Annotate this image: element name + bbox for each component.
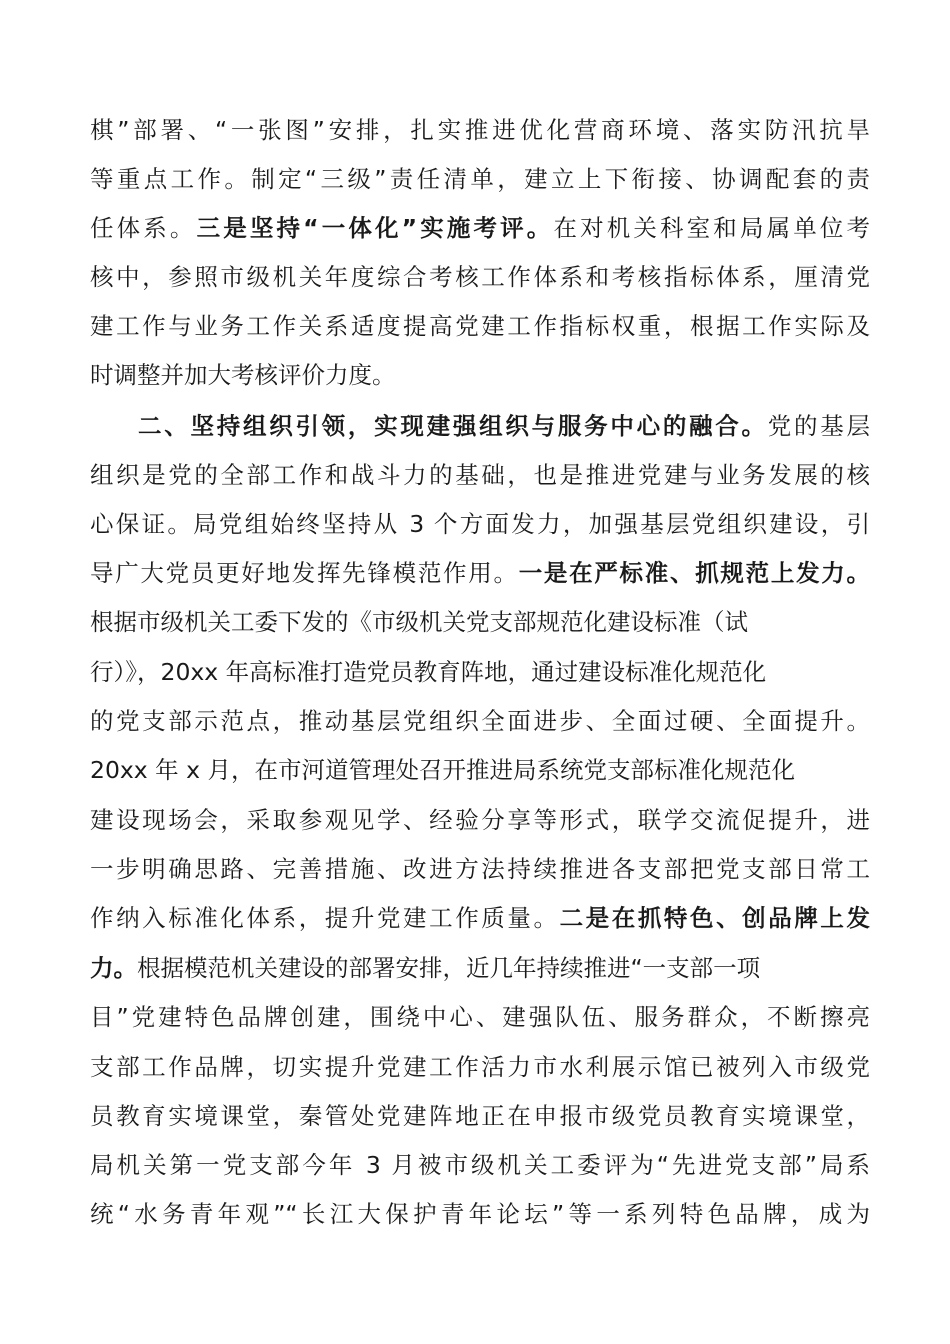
text-line-16 (90, 845, 870, 894)
text-line-13 (90, 697, 870, 746)
text-segment: 建工作与业务工作关系适度提高党建工作指标权重，根据工作实际及 (90, 312, 870, 340)
text-segment: 目”党建特色品牌创建，围绕中心、建强队伍、服务群众，不断擦亮 (90, 1003, 870, 1031)
text-line-22 (90, 1141, 870, 1190)
text-line-11 (90, 598, 870, 647)
text-segment: 行）》，20xx 年高标准打造党员教育阵地，通过建设标准化规范化 (90, 658, 767, 686)
text-line-9 (90, 500, 870, 549)
section-heading-line (138, 402, 870, 451)
text-segment: 的党支部示范点，推动基层党组织全面进步、全面过硬、全面提升。 (90, 707, 870, 735)
text-line-5 (90, 302, 870, 351)
text-segment: 核中，参照市级机关年度综合考核工作体系和考核指标体系，厘清党 (90, 263, 870, 291)
text-line-19 (90, 993, 870, 1042)
text-line-4 (90, 253, 870, 302)
text-segment: 在对机关科室和局属单位考 (553, 214, 871, 242)
text-line-8 (90, 451, 870, 500)
text-segment: 建设现场会，采取参观见学、经验分享等形式，联学交流促提升，进 (90, 806, 870, 834)
bold-heading-3: 三是坚持“一体化”实施考评。 (196, 214, 554, 242)
section-heading-2: 二、坚持组织引领，实现建强组织与服务中心的融合。 (138, 412, 768, 440)
text-segment: 组织是党的全部工作和战斗力的基础，也是推进党建与业务发展的核 (90, 461, 870, 489)
text-segment: 棋”部署、“一张图”安排，扎实推进优化营商环境、落实防汛抗旱 (90, 116, 870, 144)
text-segment: 根据市级机关工委下发的《市级机关党支部规范化建设标准（试 (90, 608, 748, 636)
text-line-15 (90, 796, 870, 845)
text-segment: 时调整并加大考核评价力度。 (90, 361, 396, 389)
text-line-1 (90, 106, 870, 155)
text-line-17 (90, 894, 870, 943)
text-segment: 员教育实境课堂，秦管处党建阵地正在申报市级党员教育实境课堂， (90, 1102, 870, 1130)
text-segment: 等重点工作。制定“三级”责任清单，建立上下衔接、协调配套的责 (90, 165, 870, 193)
text-line-23 (90, 1190, 870, 1239)
text-line-12 (90, 648, 870, 697)
text-segment: 党的基层 (767, 412, 871, 440)
text-line-18 (90, 944, 870, 993)
text-line-10 (90, 549, 870, 598)
bold-heading-1: 一是在严标准、抓规范上发力。 (518, 559, 871, 587)
text-segment: 根据模范机关建设的部署安排，近几年持续推进“一支部一项 (137, 954, 761, 982)
text-line-2 (90, 155, 870, 204)
bold-heading-2: 二是在抓特色、创品牌上发 (559, 904, 871, 932)
text-line-6 (90, 351, 870, 400)
text-segment: 20xx 年 x 月，在市河道管理处召开推进局系统党支部标准化规范化 (90, 756, 796, 784)
text-segment: 导广大党员更好地发挥先锋模范作用。 (90, 559, 519, 587)
text-line-14 (90, 746, 870, 795)
text-segment: 一步明确思路、完善措施、改进方法持续推进各支部把党支部日常工 (90, 855, 870, 883)
text-segment: 统“水务青年观”“长江大保护青年论坛”等一系列特色品牌，成为 (90, 1200, 870, 1228)
bold-heading-2-end: 力。 (90, 954, 137, 982)
text-line-20 (90, 1043, 870, 1092)
text-line-21 (90, 1092, 870, 1141)
text-segment: 任体系。 (90, 214, 197, 242)
text-segment: 局机关第一党支部今年 3 月被市级机关工委评为“先进党支部”局系 (90, 1151, 870, 1179)
text-segment: 支部工作品牌，切实提升党建工作活力市水利展示馆已被列入市级党 (90, 1053, 870, 1081)
text-segment: 作纳入标准化体系，提升党建工作质量。 (90, 904, 560, 932)
text-line-3 (90, 204, 870, 253)
text-segment: 心保证。局党组始终坚持从 3 个方面发力，加强基层党组织建设，引 (90, 510, 870, 538)
